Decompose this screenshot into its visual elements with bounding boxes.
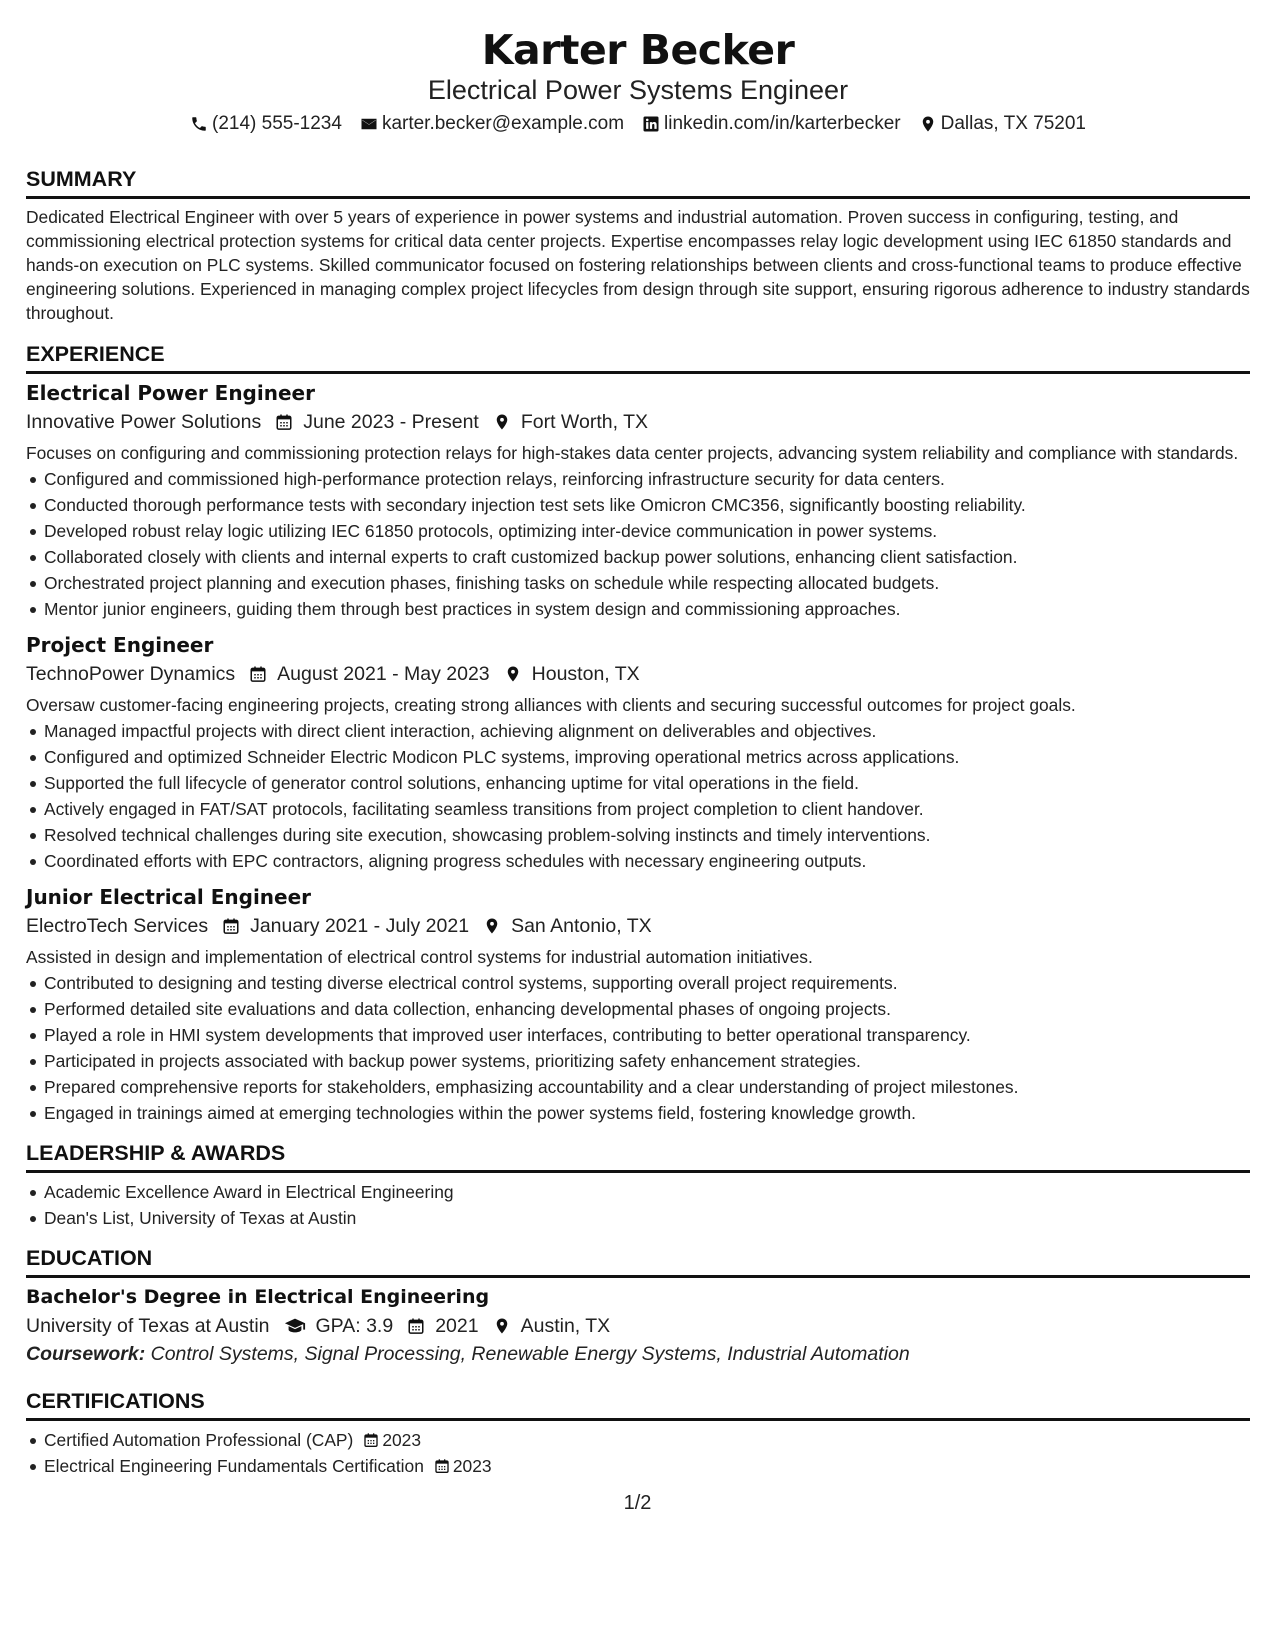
envelope-icon xyxy=(360,115,378,133)
list-item: Managed impactful projects with direct client interaction, achieving alignment on deliverables and objectives. xyxy=(26,718,1250,744)
leadership-section xyxy=(26,1140,1250,1231)
graduation-cap-icon xyxy=(284,1315,306,1337)
list-item: Collaborated closely with clients and internal experts to craft customized backup power solutions, enhancing client satisfaction. xyxy=(26,544,1250,570)
list-item: Prepared comprehensive reports for stakeholders, emphasizing accountability and a clear understanding of project milestones. xyxy=(26,1074,1250,1100)
cert-name: Electrical Engineering Fundamentals Certification xyxy=(44,1456,424,1476)
list-item: Resolved technical challenges during site execution, showcasing problem-solving instincts and timely interventions. xyxy=(26,822,1250,848)
list-item: Performed detailed site evaluations and data collection, enhancing developmental phases of ongoing projects. xyxy=(26,996,1250,1022)
job-bullets xyxy=(26,718,1250,874)
certifications-heading: CERTIFICATIONS xyxy=(26,1388,1250,1421)
year-text: 2021 xyxy=(435,1315,479,1337)
job-dates-text: August 2021 - May 2023 xyxy=(277,663,490,685)
calendar-icon xyxy=(249,665,267,683)
job-dates-text: January 2021 - July 2021 xyxy=(250,915,470,937)
job-meta xyxy=(26,912,1250,940)
list-item xyxy=(26,1453,1250,1479)
list-item: Conducted thorough performance tests with secondary injection test sets like Omicron CMC356, significantly boosting reliability. xyxy=(26,492,1250,518)
calendar-icon xyxy=(407,1317,425,1335)
job-location xyxy=(493,408,648,436)
list-item: Coordinated efforts with EPC contractors, aligning progress schedules with necessary engineering outputs. xyxy=(26,848,1250,874)
email-text: karter.becker@example.com xyxy=(381,113,625,134)
job-dates xyxy=(222,912,469,940)
experience-section xyxy=(26,341,1250,1126)
job-title: Electrical Power Engineer xyxy=(26,381,315,405)
map-pin-icon xyxy=(504,665,522,683)
education-school: University of Texas at Austin xyxy=(26,1315,270,1337)
education-gpa xyxy=(284,1312,394,1340)
list-item: Orchestrated project planning and execution phases, finishing tasks on schedule while respecting allocated budgets. xyxy=(26,570,1250,596)
job-description: Focuses on configuring and commissioning protection relays for high-stakes data center projects, advancing system reliability and compliance with standards. xyxy=(26,443,1239,463)
job-company: ElectroTech Services xyxy=(26,915,209,937)
job-entry xyxy=(26,884,1250,1126)
linkedin-text: linkedin.com/in/karterbecker xyxy=(664,113,901,134)
certifications-section xyxy=(26,1388,1250,1479)
list-item: Actively engaged in FAT/SAT protocols, facilitating seamless transitions from project completion to client handover. xyxy=(26,796,1250,822)
list-item: Dean's List, University of Texas at Austin xyxy=(26,1205,1250,1231)
map-pin-icon xyxy=(483,917,501,935)
candidate-title: Electrical Power Systems Engineer xyxy=(427,75,849,105)
contact-phone[interactable] xyxy=(190,112,342,136)
location-text: Dallas, TX 75201 xyxy=(940,113,1086,134)
coursework-text: Control Systems, Signal Processing, Renewable Energy Systems, Industrial Automation xyxy=(150,1343,910,1365)
contact-bar xyxy=(26,112,1250,136)
job-company: TechnoPower Dynamics xyxy=(26,663,236,685)
cert-year: 2023 xyxy=(452,1456,492,1476)
calendar-icon xyxy=(275,413,293,431)
contact-email[interactable] xyxy=(360,112,624,136)
education-heading: EDUCATION xyxy=(26,1245,1250,1278)
education-section xyxy=(26,1245,1250,1368)
job-dates-text: June 2023 - Present xyxy=(303,411,479,433)
list-item: Academic Excellence Award in Electrical Engineering xyxy=(26,1179,1250,1205)
summary-heading: SUMMARY xyxy=(26,166,1250,199)
list-item: Configured and commissioned high-performance protection relays, reinforcing infrastructure security for data centers. xyxy=(26,466,1250,492)
job-description: Assisted in design and implementation of electrical control systems for industrial automation initiatives. xyxy=(26,947,813,967)
education-location xyxy=(493,1312,611,1340)
phone-text: (214) 555-1234 xyxy=(212,113,342,134)
cert-entry xyxy=(44,1453,1250,1479)
job-title: Project Engineer xyxy=(26,633,214,657)
cert-year: 2023 xyxy=(382,1430,421,1450)
list-item: Developed robust relay logic utilizing IEC 61850 protocols, optimizing inter-device communication in power systems. xyxy=(26,518,1250,544)
phone-icon xyxy=(190,115,208,133)
map-pin-icon xyxy=(919,115,937,133)
map-pin-icon xyxy=(493,1317,511,1335)
list-item: Contributed to designing and testing diverse electrical control systems, supporting overall project requirements. xyxy=(26,970,1250,996)
coursework-label: Coursework: xyxy=(26,1343,146,1365)
job-location-text: San Antonio, TX xyxy=(511,915,652,937)
job-dates xyxy=(275,408,479,436)
leadership-list xyxy=(26,1179,1250,1231)
job-company: Innovative Power Solutions xyxy=(26,411,262,433)
summary-text: Dedicated Electrical Engineer with over 5 years of experience in power systems and industrial automation. Proven success in configuring, testing, and commissioning electrical protection systems for critical data center projects. Expertise encompasses relay logic development using IEC 61850 standards and hands-on execution on PLC systems. Skilled communicator focused on fostering relationships between clients and cross-functional teams to produce effective engineering solutions. Experienced in managing complex project lifecycles from design through site support, ensuring rigorous adherence to industry standards throughout. xyxy=(26,207,1250,323)
job-location-text: Houston, TX xyxy=(531,663,640,685)
calendar-icon xyxy=(434,1458,450,1474)
job-entry xyxy=(26,380,1250,622)
list-item: Participated in projects associated with backup power systems, prioritizing safety enhancement strategies. xyxy=(26,1048,1250,1074)
cert-date xyxy=(434,1453,492,1479)
linkedin-icon xyxy=(642,115,660,133)
job-meta xyxy=(26,408,1250,436)
list-item: Supported the full lifecycle of generator control solutions, enhancing uptime for vital operations in the field. xyxy=(26,770,1250,796)
coursework xyxy=(26,1340,1250,1368)
job-meta xyxy=(26,660,1250,688)
education-degree: Bachelor's Degree in Electrical Engineering xyxy=(26,1286,490,1308)
list-item: Mentor junior engineers, guiding them through best practices in system design and commissioning approaches. xyxy=(26,596,1250,622)
certifications-list xyxy=(26,1427,1250,1479)
contact-linkedin[interactable] xyxy=(642,112,901,136)
list-item: Engaged in trainings aimed at emerging technologies within the power systems field, fostering knowledge growth. xyxy=(26,1100,1250,1126)
job-entry xyxy=(26,632,1250,874)
cert-name: Certified Automation Professional (CAP) xyxy=(44,1430,354,1450)
map-pin-icon xyxy=(493,413,511,431)
list-item: Configured and optimized Schneider Electric Modicon PLC systems, improving operational metrics across applications. xyxy=(26,744,1250,770)
job-location-text: Fort Worth, TX xyxy=(520,411,648,433)
resume-page xyxy=(26,0,1250,1479)
cert-date xyxy=(363,1427,421,1453)
list-item: Played a role in HMI system developments that improved user interfaces, contributing to better operational transparency. xyxy=(26,1022,1250,1048)
page-number: 1/2 xyxy=(623,1492,652,1514)
education-meta xyxy=(26,1312,1250,1340)
job-dates xyxy=(249,660,489,688)
job-title: Junior Electrical Engineer xyxy=(26,885,312,909)
resume-header xyxy=(26,26,1250,136)
gpa-text: GPA: 3.9 xyxy=(315,1315,394,1337)
job-location xyxy=(483,912,652,940)
experience-heading: EXPERIENCE xyxy=(26,341,1250,374)
calendar-icon xyxy=(363,1432,379,1448)
education-location-text: Austin, TX xyxy=(520,1315,611,1337)
job-description: Oversaw customer-facing engineering projects, creating strong alliances with clients and securing successful outcomes for project goals. xyxy=(26,695,1076,715)
education-year xyxy=(407,1312,478,1340)
candidate-name: Karter Becker xyxy=(481,26,795,74)
job-bullets xyxy=(26,466,1250,622)
leadership-heading: LEADERSHIP & AWARDS xyxy=(26,1140,1250,1173)
job-location xyxy=(504,660,640,688)
list-item xyxy=(26,1427,1250,1453)
cert-entry xyxy=(44,1427,1250,1453)
job-bullets xyxy=(26,970,1250,1126)
calendar-icon xyxy=(222,917,240,935)
contact-location xyxy=(919,112,1086,136)
summary-section xyxy=(26,166,1250,325)
